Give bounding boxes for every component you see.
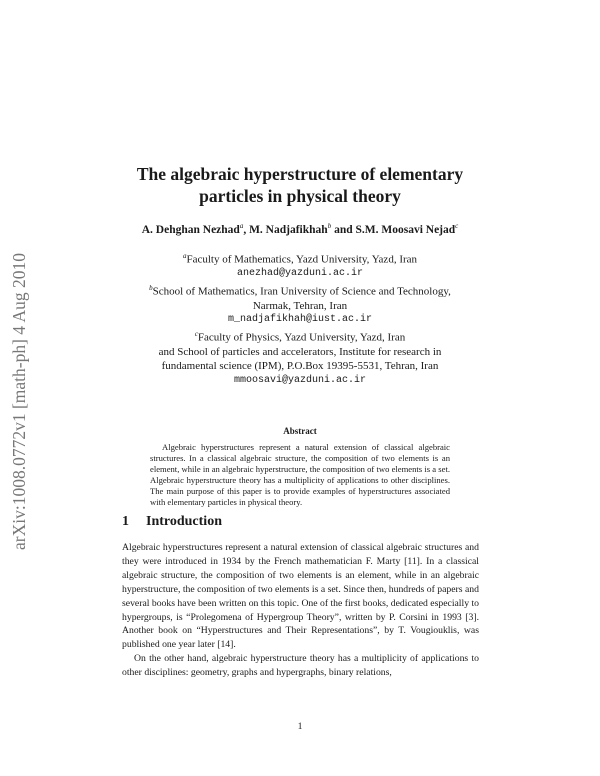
paper-title (100, 163, 500, 207)
affiliation-c-text-2: and School of particles and accelerators, Institute for research in (158, 346, 442, 359)
affiliation-b (110, 281, 490, 299)
author-3-mark: c (455, 222, 459, 230)
section-heading (122, 514, 222, 530)
affiliations (110, 249, 490, 388)
abstract-text: Algebraic hyperstructures represent a natural extension of classical algebraic structures. In a classical algebraic structure, the composition of two elements is an element, while in an algebraic hyperstructure, the composition of two elements is a set. Algebraic hyperstructure theory has a multiplicity of applications to other disciplines. The main purpose of this paper is to provide examples of hyperstructures associated with elementary particles in physical theory. (150, 442, 450, 507)
arxiv-id-text: arXiv:1008.0772v1 [math-ph] 4 Aug 2010 (9, 253, 29, 550)
affiliation-a-text: Faculty of Mathematics, Yazd University, Yazd, Iran (186, 253, 418, 266)
email-c[interactable]: mmoosavi@yazduni.ac.ir (233, 374, 367, 386)
affiliation-b-mark: b (149, 284, 153, 293)
affiliation-b-text-2: Narmak, Tehran, Iran (252, 299, 348, 312)
email-a[interactable]: anezhad@yazduni.ac.ir (236, 267, 364, 279)
paragraph-1: Algebraic hyperstructures represent a natural extension of classical algebraic structures and they were introduced in 1934 by the French mathematician F. Marty [11]. In a classical algebraic structure, the composition of two elements is an element, while in an algebraic hyperstructure, the composition of two elements is a set. Since then, hundreds of papers and several books have been written on this topic. One of the first books, dedicated especially to hypergroups, is “Prolegomena of Hypergroup Theory”, written by P. Corsini in 1993 [3]. Another book on “Hyperstructures and Their Representations”, by T. Vougiouklis, was published one year later [14]. (122, 542, 479, 651)
email-b[interactable]: m_nadjafikhah@iust.ac.ir (227, 314, 373, 326)
section-title: Introduction (146, 514, 222, 529)
affiliation-b-text-1: School of Mathematics, Iran University of Science and Technology, (152, 285, 451, 298)
author-sep-1: , (243, 223, 250, 236)
author-sep-2: and (331, 223, 356, 236)
author-2-mark: b (327, 222, 332, 230)
abstract-body (150, 442, 450, 507)
paragraph-2: On the other hand, algebraic hyperstructure theory has a multiplicity of applications to other disciplines: geometry, graphs and hypergraphs, binary relations, (122, 653, 479, 679)
title-line-2: particles in physical theory (199, 186, 401, 206)
author-2: M. Nadjafikhah (249, 223, 328, 236)
section-number: 1 (122, 514, 129, 529)
author-1: A. Dehghan Nezhad (141, 223, 240, 236)
affiliation-c-text-3: fundamental science (IPM), P.O.Box 19395-5531, Tehran, Iran (161, 360, 439, 373)
affiliation-a-mark: a (182, 252, 187, 260)
affiliation-a (110, 249, 490, 267)
abstract-heading: Abstract (283, 426, 317, 436)
page-number: 1 (297, 721, 303, 732)
affiliation-c (110, 327, 490, 345)
affiliation-c-text-1: Faculty of Physics, Yazd University, Yazd, Iran (197, 331, 406, 344)
author-list (100, 222, 500, 236)
title-line-1: The algebraic hyperstructure of elementary (136, 164, 464, 184)
author-3: S.M. Moosavi Nejad (355, 223, 456, 236)
body-text (122, 541, 479, 680)
author-1-mark: a (239, 222, 244, 230)
affiliation-c-mark: c (194, 330, 198, 339)
